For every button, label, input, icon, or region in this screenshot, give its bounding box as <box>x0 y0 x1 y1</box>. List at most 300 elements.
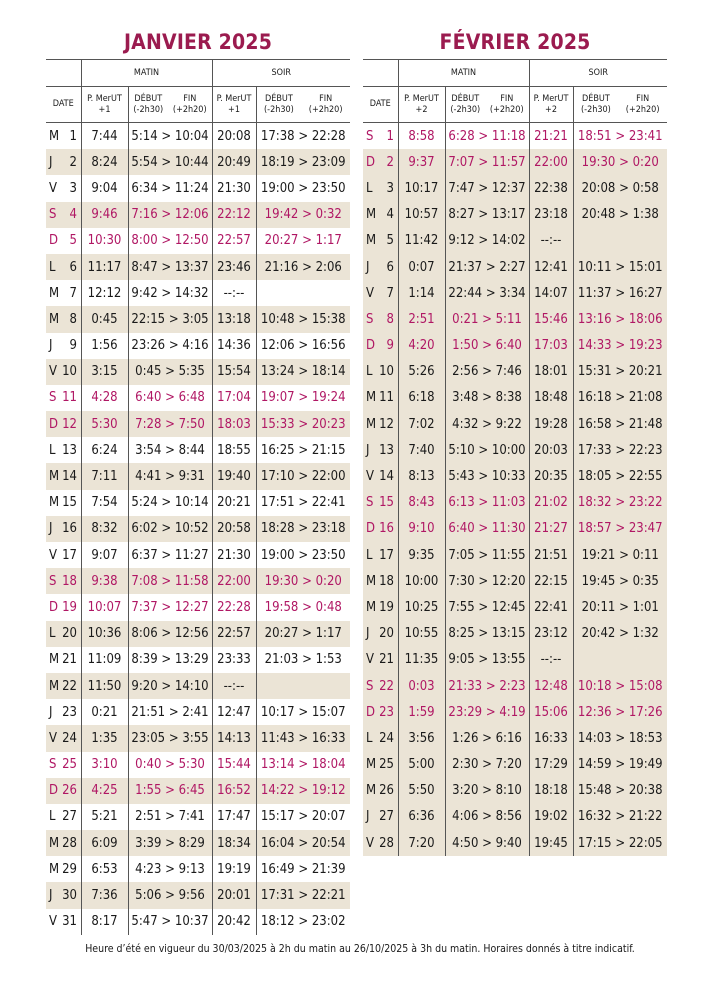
high-tide-morning: 7:44 <box>81 123 128 150</box>
date-cell <box>363 306 398 332</box>
window-evening: 14:22 > 19:12 <box>256 778 350 804</box>
window-morning: 5:47 > 10:37 <box>128 909 212 935</box>
table-row <box>363 621 667 647</box>
date-cell <box>363 280 398 306</box>
high-tide-evening: 22:28 <box>212 594 256 620</box>
window-evening: 21:03 > 1:53 <box>256 647 350 673</box>
window-morning: 6:37 > 11:27 <box>128 542 212 568</box>
date-cell <box>363 516 398 542</box>
high-tide-evening: 21:27 <box>529 516 573 542</box>
high-tide-morning: 6:36 <box>398 804 445 830</box>
high-tide-evening: 20:21 <box>212 490 256 516</box>
day-letter: J <box>366 442 370 458</box>
window-morning: 9:20 > 14:10 <box>128 673 212 699</box>
window-evening: 10:48 > 15:38 <box>256 306 350 332</box>
table-row <box>46 542 350 568</box>
window-evening: 20:27 > 1:17 <box>256 228 350 254</box>
table-row <box>363 149 667 175</box>
day-number: 10 <box>379 364 394 380</box>
day-letter: J <box>366 259 370 275</box>
window-morning: 1:26 > 6:16 <box>445 725 529 751</box>
date-cell <box>46 516 81 542</box>
high-tide-morning: 4:25 <box>81 778 128 804</box>
window-morning: 6:40 > 6:48 <box>128 385 212 411</box>
window-morning: 6:34 > 11:24 <box>128 175 212 201</box>
date-cell <box>363 830 398 856</box>
window-evening: 13:16 > 18:06 <box>573 306 667 332</box>
day-letter: L <box>366 547 373 563</box>
date-cell <box>46 909 81 935</box>
month-title: JANVIER 2025 <box>46 27 350 60</box>
high-tide-morning: 10:25 <box>398 594 445 620</box>
day-letter: M <box>49 128 60 144</box>
day-letter: M <box>366 757 377 773</box>
table-row <box>363 280 667 306</box>
day-letter: M <box>366 416 377 432</box>
date-cell <box>46 725 81 751</box>
table-row <box>363 647 667 673</box>
date-cell <box>46 359 81 385</box>
day-number: 8 <box>386 311 394 327</box>
window-morning: 3:54 > 8:44 <box>128 437 212 463</box>
day-letter: S <box>366 678 374 694</box>
day-number: 2 <box>386 154 394 170</box>
high-tide-morning: 1:14 <box>398 280 445 306</box>
day-number: 28 <box>62 835 77 851</box>
high-tide-evening: 22:41 <box>529 594 573 620</box>
table-row <box>363 778 667 804</box>
day-number: 27 <box>379 809 394 825</box>
window-morning: 0:40 > 5:30 <box>128 752 212 778</box>
date-cell <box>363 463 398 489</box>
window-morning: 0:45 > 5:35 <box>128 359 212 385</box>
high-tide-evening: 21:30 <box>212 542 256 568</box>
high-tide-morning: 9:46 <box>81 202 128 228</box>
high-tide-evening: 19:02 <box>529 804 573 830</box>
window-evening: 11:43 > 16:33 <box>256 725 350 751</box>
window-morning: 5:14 > 10:04 <box>128 123 212 150</box>
window-evening: 11:37 > 16:27 <box>573 280 667 306</box>
window-evening: 13:14 > 18:04 <box>256 752 350 778</box>
window-morning: 5:24 > 10:14 <box>128 490 212 516</box>
day-number: 9 <box>69 338 77 354</box>
window-morning: 23:29 > 4:19 <box>445 699 529 725</box>
window-morning: 7:28 > 7:50 <box>128 411 212 437</box>
table-row <box>363 568 667 594</box>
day-number: 11 <box>379 390 394 406</box>
high-tide-morning: 1:56 <box>81 333 128 359</box>
date-cell <box>46 882 81 908</box>
date-cell <box>46 411 81 437</box>
day-number: 16 <box>379 521 394 537</box>
window-morning: 22:15 > 3:05 <box>128 306 212 332</box>
day-number: 12 <box>379 416 394 432</box>
date-cell <box>46 699 81 725</box>
date-cell <box>46 306 81 332</box>
high-tide-evening: 20:08 <box>212 123 256 150</box>
day-letter: S <box>49 573 57 589</box>
window-evening: 20:08 > 0:58 <box>573 175 667 201</box>
table-row <box>46 621 350 647</box>
day-letter: L <box>49 809 56 825</box>
high-tide-evening: 22:57 <box>212 621 256 647</box>
table-row <box>46 568 350 594</box>
window-morning: 7:07 > 11:57 <box>445 149 529 175</box>
day-number: 30 <box>62 888 77 904</box>
day-number: 5 <box>69 233 77 249</box>
header-debut-fin: DÉBUT (-2h30) FIN (+2h20) <box>128 87 212 123</box>
day-number: 3 <box>386 180 394 196</box>
day-number: 14 <box>62 469 77 485</box>
day-letter: J <box>49 154 53 170</box>
high-tide-evening: 17:04 <box>212 385 256 411</box>
table-row <box>46 149 350 175</box>
table-row <box>46 411 350 437</box>
high-tide-evening: 12:48 <box>529 673 573 699</box>
date-cell <box>46 778 81 804</box>
window-morning: 21:37 > 2:27 <box>445 254 529 280</box>
date-cell <box>363 752 398 778</box>
high-tide-morning: 3:15 <box>81 359 128 385</box>
date-cell <box>363 437 398 463</box>
day-letter: L <box>49 442 56 458</box>
day-letter: J <box>49 338 53 354</box>
day-letter: S <box>49 757 57 773</box>
date-cell <box>363 359 398 385</box>
day-number: 14 <box>379 469 394 485</box>
day-letter: V <box>366 652 374 668</box>
window-evening: 14:03 > 18:53 <box>573 725 667 751</box>
table-row <box>46 175 350 201</box>
day-letter: M <box>49 652 60 668</box>
tide-table <box>46 60 350 935</box>
window-evening: 18:51 > 23:41 <box>573 123 667 150</box>
date-cell <box>46 437 81 463</box>
high-tide-evening: 15:46 <box>529 306 573 332</box>
day-letter: D <box>49 416 59 432</box>
high-tide-evening: 23:46 <box>212 254 256 280</box>
window-evening: 20:48 > 1:38 <box>573 202 667 228</box>
date-cell <box>46 856 81 882</box>
month-february <box>363 27 667 856</box>
date-cell <box>46 490 81 516</box>
high-tide-evening: 21:30 <box>212 175 256 201</box>
window-evening: 15:17 > 20:07 <box>256 804 350 830</box>
high-tide-morning: 3:56 <box>398 725 445 751</box>
table-row <box>363 202 667 228</box>
window-morning: 7:47 > 12:37 <box>445 175 529 201</box>
window-morning: 3:48 > 8:38 <box>445 385 529 411</box>
date-cell <box>363 123 398 150</box>
table-row <box>363 725 667 751</box>
header-soir: SOIR <box>529 60 667 87</box>
day-number: 18 <box>379 573 394 589</box>
high-tide-evening: 20:42 <box>212 909 256 935</box>
date-cell <box>46 333 81 359</box>
table-row <box>363 123 667 150</box>
table-row <box>363 359 667 385</box>
high-tide-morning: 9:38 <box>81 568 128 594</box>
day-letter: M <box>49 861 60 877</box>
high-tide-evening: 18:48 <box>529 385 573 411</box>
table-row <box>46 254 350 280</box>
table-row <box>46 778 350 804</box>
high-tide-evening: 23:33 <box>212 647 256 673</box>
window-evening: 18:19 > 23:09 <box>256 149 350 175</box>
day-letter: L <box>366 364 373 380</box>
header-blank <box>46 60 81 87</box>
day-number: 2 <box>69 154 77 170</box>
date-cell <box>363 621 398 647</box>
date-cell <box>46 228 81 254</box>
day-number: 20 <box>379 626 394 642</box>
high-tide-evening: 22:00 <box>529 149 573 175</box>
high-tide-evening: 19:45 <box>529 830 573 856</box>
day-letter: V <box>366 469 374 485</box>
date-cell <box>46 175 81 201</box>
day-letter: S <box>49 390 57 406</box>
window-morning: 7:55 > 12:45 <box>445 594 529 620</box>
window-evening: 16:04 > 20:54 <box>256 830 350 856</box>
month-january <box>46 27 350 935</box>
window-evening <box>256 280 350 306</box>
high-tide-evening: 14:07 <box>529 280 573 306</box>
table-row <box>46 359 350 385</box>
header-pmer: P. MerUT +2 <box>398 87 445 123</box>
high-tide-morning: 7:20 <box>398 830 445 856</box>
date-cell <box>46 621 81 647</box>
day-number: 19 <box>379 599 394 615</box>
date-cell <box>363 699 398 725</box>
table-row <box>363 228 667 254</box>
window-morning: 2:56 > 7:46 <box>445 359 529 385</box>
table-row <box>46 594 350 620</box>
day-letter: D <box>49 233 59 249</box>
table-row <box>363 306 667 332</box>
high-tide-evening: 17:29 <box>529 752 573 778</box>
window-morning: 8:27 > 13:17 <box>445 202 529 228</box>
high-tide-morning: 8:24 <box>81 149 128 175</box>
table-row <box>46 463 350 489</box>
header-pmer-soir: P. MerUT +1 <box>212 87 256 123</box>
high-tide-morning: 7:36 <box>81 882 128 908</box>
window-evening: 16:58 > 21:48 <box>573 411 667 437</box>
high-tide-evening: 20:58 <box>212 516 256 542</box>
window-evening: 12:36 > 17:26 <box>573 699 667 725</box>
high-tide-evening: 16:52 <box>212 778 256 804</box>
window-evening: 19:58 > 0:48 <box>256 594 350 620</box>
header-date: DATE <box>46 87 81 123</box>
table-row <box>363 752 667 778</box>
day-number: 10 <box>62 364 77 380</box>
day-number: 22 <box>379 678 394 694</box>
table-row <box>46 856 350 882</box>
header-debut-fin: DÉBUT (-2h30) FIN (+2h20) <box>445 87 529 123</box>
day-number: 1 <box>386 128 394 144</box>
day-number: 3 <box>69 180 77 196</box>
window-morning: 4:23 > 9:13 <box>128 856 212 882</box>
high-tide-morning: 9:07 <box>81 542 128 568</box>
high-tide-evening: 22:00 <box>212 568 256 594</box>
window-evening: 18:32 > 23:22 <box>573 490 667 516</box>
high-tide-evening: 13:18 <box>212 306 256 332</box>
high-tide-evening: 18:55 <box>212 437 256 463</box>
window-evening: 10:17 > 15:07 <box>256 699 350 725</box>
date-cell <box>363 568 398 594</box>
day-number: 28 <box>379 835 394 851</box>
day-number: 11 <box>62 390 77 406</box>
day-number: 17 <box>62 547 77 563</box>
high-tide-evening: 20:49 <box>212 149 256 175</box>
day-letter: D <box>366 704 376 720</box>
high-tide-evening: --:-- <box>212 673 256 699</box>
date-cell <box>46 385 81 411</box>
date-cell <box>46 830 81 856</box>
date-cell <box>363 647 398 673</box>
day-letter: J <box>366 626 370 642</box>
high-tide-morning: 9:35 <box>398 542 445 568</box>
table-row <box>363 437 667 463</box>
high-tide-evening: 19:28 <box>529 411 573 437</box>
day-letter: J <box>49 888 53 904</box>
day-letter: S <box>366 495 374 511</box>
high-tide-morning: 9:04 <box>81 175 128 201</box>
window-evening: 18:57 > 23:47 <box>573 516 667 542</box>
high-tide-evening: 16:33 <box>529 725 573 751</box>
window-evening: 14:59 > 19:49 <box>573 752 667 778</box>
day-letter: J <box>49 704 53 720</box>
date-cell <box>363 175 398 201</box>
table-row <box>363 673 667 699</box>
day-letter: L <box>366 180 373 196</box>
date-cell <box>363 725 398 751</box>
high-tide-evening: 19:40 <box>212 463 256 489</box>
window-evening: 20:11 > 1:01 <box>573 594 667 620</box>
high-tide-morning: 6:24 <box>81 437 128 463</box>
window-morning: 7:37 > 12:27 <box>128 594 212 620</box>
table-row <box>46 280 350 306</box>
window-morning: 8:00 > 12:50 <box>128 228 212 254</box>
day-number: 22 <box>62 678 77 694</box>
window-evening: 20:27 > 1:17 <box>256 621 350 647</box>
high-tide-evening: 20:01 <box>212 882 256 908</box>
day-number: 13 <box>62 442 77 458</box>
date-cell <box>363 594 398 620</box>
header-debut-fin-soir: DÉBUT (-2h30) FIN (+2h20) <box>256 87 350 123</box>
day-number: 15 <box>379 495 394 511</box>
day-number: 20 <box>62 626 77 642</box>
day-letter: M <box>49 469 60 485</box>
window-evening: 16:32 > 21:22 <box>573 804 667 830</box>
day-letter: M <box>366 233 377 249</box>
window-morning: 1:50 > 6:40 <box>445 333 529 359</box>
table-row <box>46 882 350 908</box>
table-row <box>363 804 667 830</box>
day-number: 29 <box>62 861 77 877</box>
header-matin: MATIN <box>398 60 529 87</box>
high-tide-morning: 0:07 <box>398 254 445 280</box>
date-cell <box>363 228 398 254</box>
day-letter: D <box>366 154 376 170</box>
high-tide-morning: 10:00 <box>398 568 445 594</box>
high-tide-morning: 2:51 <box>398 306 445 332</box>
date-cell <box>46 752 81 778</box>
window-morning: 8:47 > 13:37 <box>128 254 212 280</box>
high-tide-morning: 8:58 <box>398 123 445 150</box>
high-tide-evening: 22:38 <box>529 175 573 201</box>
day-number: 7 <box>69 285 77 301</box>
day-letter: M <box>366 599 377 615</box>
window-evening: 17:51 > 22:41 <box>256 490 350 516</box>
date-cell <box>46 254 81 280</box>
high-tide-morning: 7:54 <box>81 490 128 516</box>
table-row <box>46 673 350 699</box>
day-number: 23 <box>379 704 394 720</box>
high-tide-evening: 14:36 <box>212 333 256 359</box>
date-cell <box>46 673 81 699</box>
high-tide-evening: 18:18 <box>529 778 573 804</box>
window-morning: 5:54 > 10:44 <box>128 149 212 175</box>
table-row <box>46 804 350 830</box>
header-soir: SOIR <box>212 60 350 87</box>
window-morning: 5:43 > 10:33 <box>445 463 529 489</box>
window-evening: 18:05 > 22:55 <box>573 463 667 489</box>
day-number: 24 <box>62 730 77 746</box>
day-number: 25 <box>379 757 394 773</box>
table-row <box>363 385 667 411</box>
day-number: 4 <box>69 207 77 223</box>
window-evening: 15:33 > 20:23 <box>256 411 350 437</box>
table-row <box>363 333 667 359</box>
window-morning: 21:51 > 2:41 <box>128 699 212 725</box>
table-row <box>46 725 350 751</box>
window-morning: 3:39 > 8:29 <box>128 830 212 856</box>
table-row <box>46 123 350 150</box>
table-row <box>46 437 350 463</box>
high-tide-evening: 20:35 <box>529 463 573 489</box>
window-morning: 4:06 > 8:56 <box>445 804 529 830</box>
date-cell <box>363 385 398 411</box>
table-row <box>46 202 350 228</box>
high-tide-evening: 19:19 <box>212 856 256 882</box>
day-number: 7 <box>386 285 394 301</box>
window-morning: 8:25 > 13:15 <box>445 621 529 647</box>
table-row <box>46 333 350 359</box>
high-tide-morning: 10:57 <box>398 202 445 228</box>
high-tide-morning: 3:10 <box>81 752 128 778</box>
table-row <box>363 254 667 280</box>
high-tide-morning: 6:18 <box>398 385 445 411</box>
high-tide-morning: 8:32 <box>81 516 128 542</box>
high-tide-morning: 5:26 <box>398 359 445 385</box>
window-morning: 8:06 > 12:56 <box>128 621 212 647</box>
window-evening: 15:31 > 20:21 <box>573 359 667 385</box>
high-tide-morning: 9:37 <box>398 149 445 175</box>
window-morning: 5:10 > 10:00 <box>445 437 529 463</box>
day-letter: D <box>49 783 59 799</box>
window-evening: 19:00 > 23:50 <box>256 542 350 568</box>
high-tide-morning: 8:43 <box>398 490 445 516</box>
window-morning: 5:06 > 9:56 <box>128 882 212 908</box>
day-number: 1 <box>69 128 77 144</box>
high-tide-morning: 11:42 <box>398 228 445 254</box>
window-evening: 12:06 > 16:56 <box>256 333 350 359</box>
window-evening: 17:31 > 22:21 <box>256 882 350 908</box>
date-cell <box>46 149 81 175</box>
footer-note: Heure d’été en vigueur du 30/03/2025 à 2h du matin au 26/10/2025 à 3h du matin. Horaires donnés à titre indicatif. <box>85 943 635 955</box>
window-evening: 19:45 > 0:35 <box>573 568 667 594</box>
day-number: 31 <box>62 914 77 930</box>
